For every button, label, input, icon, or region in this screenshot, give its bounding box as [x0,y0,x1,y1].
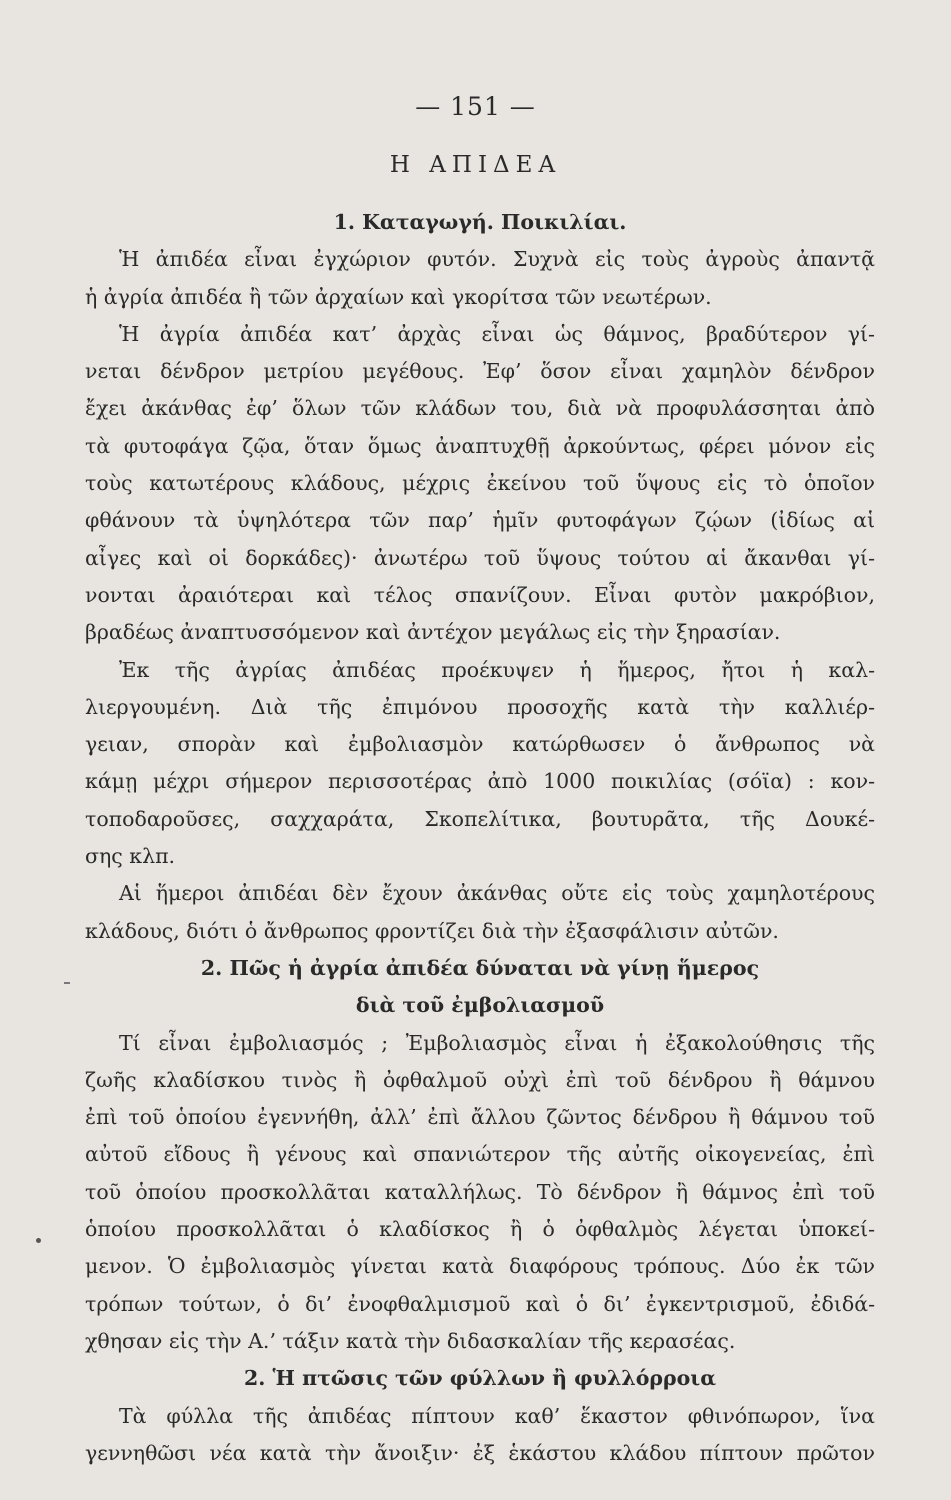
text-line: κλάδους, διότι ὁ ἄνθρωπος φροντίζει διὰ τὴν ἐξασφάλισιν αὐτῶν. [85,918,779,943]
text-line: Ἡ ἀπιδέα εἶναι ἐγχώριον φυτόν. Συχνὰ εἰς τοὺς ἀγροὺς ἀπαντᾷ [119,247,875,272]
margin-mark [64,982,70,984]
text-line: αὐτοῦ εἴδους ἢ γένους καὶ σπανιώτερον τῆς αὐτῆς οἰκογενείας, ἐπὶ [85,1142,875,1167]
body-text [85,204,875,1472]
margin-dot [36,1238,41,1243]
text-line: Τί εἶναι ἐμβολιασμός ; Ἐμβολιασμὸς εἶναι ἡ ἐξακολούθησις τῆς [119,1030,875,1055]
text-line: Ἐκ τῆς ἀγρίας ἀπιδέας προέκυψεν ἡ ἥμερος, ἤτοι ἡ καλ- [119,657,875,682]
text-line: κάμῃ μέχρι σήμερον περισσοτέρας ἀπὸ 1000 ποικιλίας (σόϊα) : κον- [85,769,875,794]
section-heading: 2. Πῶς ἡ ἀγρία ἀπιδέα δύναται νὰ γίνῃ ἥμερος [200,955,760,980]
text-line: ὁποίου προσκολλᾶται ὁ κλαδίσκος ἢ ὁ ὀφθαλμὸς λέγεται ὑποκεί- [85,1217,875,1242]
text-line: σης κλπ. [85,844,176,869]
text-line: φθάνουν τὰ ὑψηλότερα τῶν παρ’ ἡμῖν φυτοφάγων ζῴων (ἰδίως αἱ [85,508,875,533]
text-line: Αἱ ἥμεροι ἀπιδέαι δὲν ἔχουν ἀκάνθας οὔτε εἰς τοὺς χαμηλοτέρους [119,881,875,906]
text-line: ἔχει ἀκάνθας ἐφ’ ὅλων τῶν κλάδων του, διὰ νὰ προφυλάσσηται ἀπὸ [85,396,875,421]
text-line: νονται ἀραιότεραι καὶ τέλος σπανίζουν. Εἶναι φυτὸν μακρόβιον, [85,582,875,607]
text-line: Ἡ ἀγρία ἀπιδέα κατ’ ἀρχὰς εἶναι ὡς θάμνος, βραδύτερον γί- [119,321,875,346]
text-line: γεννηθῶσι νέα κατὰ τὴν ἄνοιξιν· ἐξ ἑκάστου κλάδου πίπτουν πρῶτον [85,1440,875,1465]
text-line: τοὺς κατωτέρους κλάδους, μέχρις ἐκείνου τοῦ ὕψους εἰς τὸ ὁποῖον [85,471,875,496]
text-line: τοῦ ὁποίου προσκολλᾶται καταλλήλως. Τὸ δένδρον ἢ θάμνος ἐπὶ τοῦ [85,1179,875,1204]
text-line: ἐπὶ τοῦ ὁποίου ἐγεννήθη, ἀλλ’ ἐπὶ ἄλλου ζῶντος δένδρου ἢ θάμνου τοῦ [85,1105,875,1130]
text-line: γειαν, σπορὰν καὶ ἐμβολιασμὸν κατώρθωσεν ὁ ἄνθρωπος νὰ [85,732,875,757]
text-line: ζωῆς κλαδίσκου τινὸς ἢ ὀφθαλμοῦ οὐχὶ ἐπὶ τοῦ δένδρου ἢ θάμνου [85,1067,875,1092]
text-line: μενον. Ὁ ἐμβολιασμὸς γίνεται κατὰ διαφόρους τρόπους. Δύο ἐκ τῶν [85,1254,875,1279]
text-line: λιεργουμένη. Διὰ τῆς ἐπιμόνου προσοχῆς κατὰ τὴν καλλιέρ- [85,694,875,719]
text-line: τὰ φυτοφάγα ζῷα, ὅταν ὅμως ἀναπτυχθῇ ἀρκούντως, φέρει μόνον εἰς [85,433,875,458]
text-line: Τὰ φύλλα τῆς ἀπιδέας πίπτουν καθ’ ἕκαστον φθινόπωρον, ἵνα [119,1403,875,1428]
text-line: αἶγες καὶ οἱ δορκάδες)· ἀνωτέρω τοῦ ὕψους τούτου αἱ ἄκανθαι γί- [85,545,875,570]
section-heading: 2. Ἡ πτῶσις τῶν φύλλων ἢ φυλλόρροια [243,1366,717,1391]
text-line: βραδέως ἀναπτυσσόμενον καὶ ἀντέχον μεγάλως εἰς τὴν ξηρασίαν. [85,620,781,645]
text-line: χθησαν εἰς τὴν Α.’ τάξιν κατὰ τὴν διδασκαλίαν τῆς κερασέας. [85,1328,736,1353]
text-line: τοποδαροῦσες, σαχχαράτα, Σκοπελίτικα, βουτυρᾶτα, τῆς Δουκέ- [85,806,875,831]
text-line: νεται δένδρον μετρίου μεγέθους. Ἐφ’ ὅσον εἶναι χαμηλὸν δένδρον [85,359,875,384]
page-number: — 151 — [415,92,536,121]
text-line: ἡ ἀγρία ἀπιδέα ἢ τῶν ἀρχαίων καὶ γκορίτσα τῶν νεωτέρων. [85,284,712,309]
section-subheading: διὰ τοῦ ἐμβολιασμοῦ [355,993,605,1018]
chapter-title: Η ΑΠΙΔΕΑ [389,152,562,178]
text-line: τρόπων τούτων, ὁ δι’ ἐνοφθαλμισμοῦ καὶ ὁ δι’ ἐγκεντρισμοῦ, ἐδιδά- [85,1291,875,1316]
section-heading: 1. Καταγωγή. Ποικιλίαι. [333,210,627,234]
